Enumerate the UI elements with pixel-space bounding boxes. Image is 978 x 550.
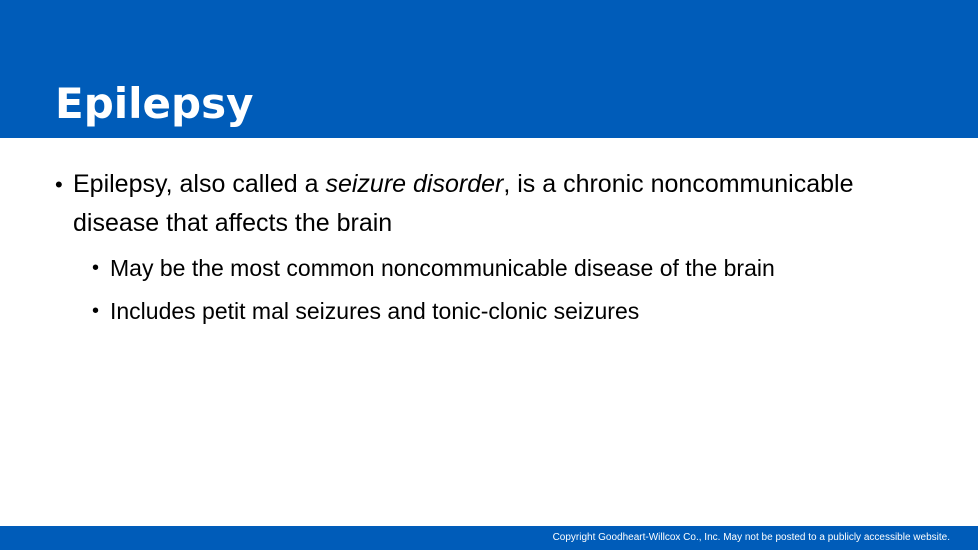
bullet-epilepsy-definition <box>55 165 855 243</box>
slide-title: Epilepsy <box>55 79 254 128</box>
bullet-text-before: Epilepsy, also called a <box>73 170 326 198</box>
sub-bullet-most-common <box>92 251 952 285</box>
bullet-dot-icon: • <box>55 172 63 197</box>
bullet-text-italic: seizure disorder <box>325 170 504 198</box>
title-bar <box>0 0 978 138</box>
sub-bullet-dot-icon: • <box>92 300 100 322</box>
sub-bullet-dot-icon: • <box>92 257 100 279</box>
sub-bullet-text: May be the most common noncommunicable disease of the brain <box>110 255 775 281</box>
copyright-notice: Copyright Goodheart-Willcox Co., Inc. May not be posted to a publicly accessible website. <box>552 532 950 543</box>
bullet-text <box>73 165 855 243</box>
footer-bar <box>0 526 978 550</box>
sub-bullet-text: Includes petit mal seizures and tonic-clonic seizures <box>110 298 640 324</box>
sub-bullet-seizure-types <box>92 294 952 328</box>
bullet-text-after: , is a chronic noncommunicable disease that affects the brain <box>73 170 854 237</box>
